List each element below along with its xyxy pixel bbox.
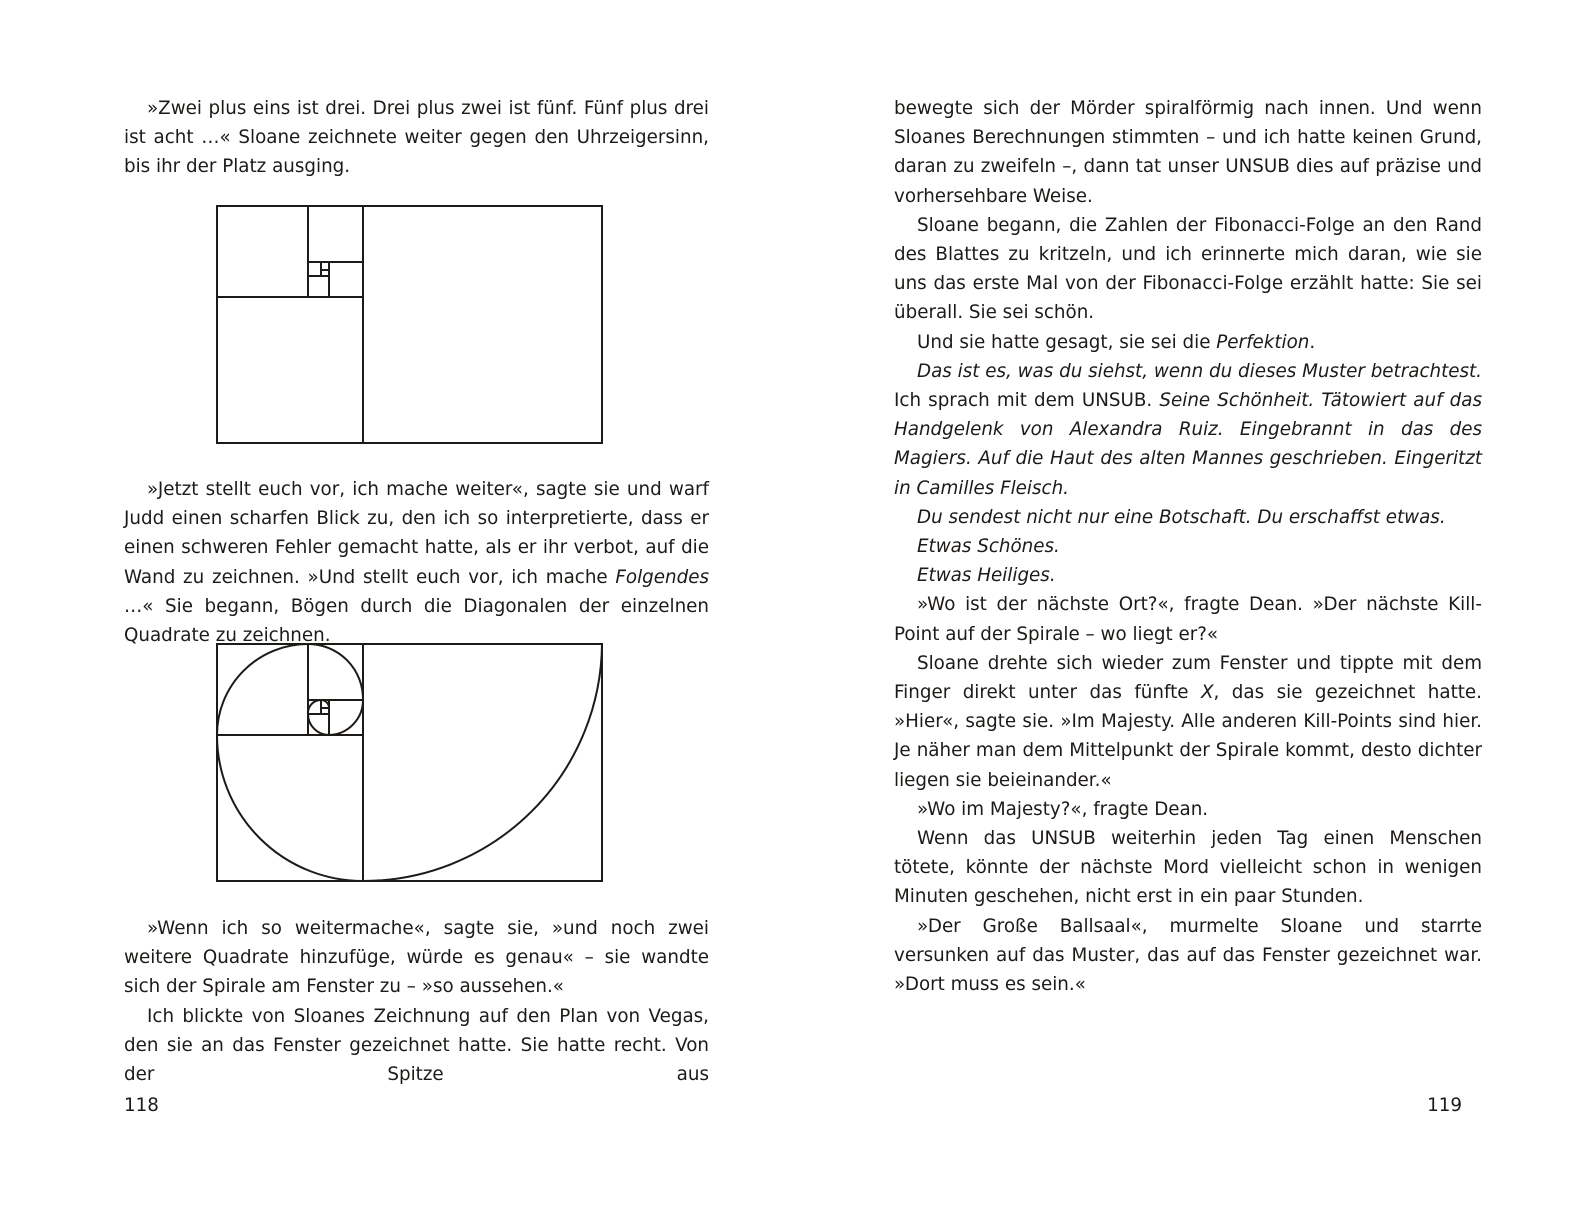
outer-rectangle	[217, 644, 602, 881]
paragraph	[894, 328, 1482, 357]
paragraph-text: .	[1309, 331, 1316, 353]
paragraph: Etwas Heiliges.	[917, 565, 1056, 587]
italic-word: X	[1200, 682, 1214, 704]
paragraph: »Wo im Majesty?«, fragte Dean.	[917, 798, 1209, 820]
fibonacci-spiral-figure	[216, 643, 616, 890]
golden-spiral	[217, 644, 602, 881]
paragraph	[124, 475, 709, 650]
paragraph: »Der Große Ballsaal«, murmelte Sloane und starrte versunken auf das Muster, das auf das Fenster gezeichnet war. »Dort muss es sein.«	[894, 915, 1482, 996]
paragraph: Wenn das UNSUB weiterhin jeden Tag einen Menschen tötete, könnte der nächste Mord vielleicht schon in wenigen Minuten geschehen, nicht erst in ein paar Stunden.	[894, 828, 1482, 908]
paragraph-text: Ich sprach mit dem UNSUB.	[894, 390, 1160, 412]
italic-text: Seine Schönheit. Tätowiert auf das Handgelenk von Alexandra Ruiz. Eingebrannt in das des Magiers. Auf die Haut des alten Mannes geschrieben. Eingeritzt in Camilles Fleisch.	[894, 390, 1482, 499]
paragraph: »Zwei plus eins ist drei. Drei plus zwei ist fünf. Fünf plus drei ist acht …« Sloane zeichnete weiter gegen den Uhrzeigersinn, bis ihr der Platz ausging.	[124, 98, 709, 178]
fibonacci-squares-figure	[216, 205, 616, 452]
paragraph: Sloane begann, die Zahlen der Fibonacci-Folge an den Rand des Blattes zu kritzeln, und ich erinnerte mich daran, wie sie uns das erste Mal von der Fibonacci-Folge erzählt hatte: Sie sei überall. Sie sei schön.	[894, 214, 1482, 324]
paragraph-block-c	[124, 914, 709, 1089]
fibonacci-spiral-svg	[216, 643, 616, 890]
paragraph: Etwas Schönes.	[917, 536, 1060, 558]
paragraph-text: Sloane drehte sich wieder zum Fenster und tippte mit dem Finger direkt unter das fünfte	[894, 652, 1482, 704]
text-column	[894, 94, 1482, 999]
paragraph: Du sendest nicht nur eine Botschaft. Du erschaffst etwas.	[917, 506, 1446, 528]
paragraph-block-a	[124, 94, 709, 182]
italic-text: Das ist es, was du siehst, wenn du dieses Muster betrachtest.	[917, 360, 1482, 382]
paragraph: bewegte sich der Mörder spiralförmig nach innen. Und wenn Sloanes Berechnungen stimmten – und ich hatte keinen Grund, daran zu zweifeln –, dann tat unser UNSUB dies auf präzise und vorhersehbare Weise.	[894, 98, 1482, 207]
paragraph-text: »Jetzt stellt euch vor, ich mache weiter«, sagte sie und warf Judd einen scharfen Blick zu, den ich so interpretierte, dass er einen schweren Fehler gemacht hatte, als er ihr verbot, auf die Wand zu zeichnen. »Und stellt euch vor, ich mache	[124, 479, 709, 588]
paragraph: Ich blickte von Sloanes Zeichnung auf den Plan von Vegas, den sie an das Fenster gezeichnet hatte. Sie hatte recht. Von der Spitze aus	[124, 1005, 709, 1086]
paragraph: »Wo ist der nächste Ort?«, fragte Dean. »Der nächste Kill-Point auf der Spirale – wo liegt er?«	[894, 594, 1482, 645]
paragraph-text: …« Sie begann, Bögen durch die Diagonalen der einzelnen Quadrate zu zeichnen.	[124, 595, 709, 647]
paragraph	[894, 357, 1482, 503]
right-page	[894, 0, 1482, 1217]
paragraph-text: Und sie hatte gesagt, sie sei die	[917, 331, 1217, 353]
italic-word: Folgendes	[615, 566, 709, 588]
paragraph-block-b	[124, 475, 709, 650]
page-number: 118	[124, 1095, 159, 1116]
fibonacci-squares-svg	[216, 205, 616, 452]
paragraph-text: , das sie gezeichnet hatte. »Hier«, sagte sie. »Im Majesty. Alle anderen Kill-Points sind hier. Je näher man dem Mittelpunkt der Spirale kommt, desto dichter liegen sie beieinander.«	[894, 682, 1482, 791]
left-page	[124, 0, 709, 1217]
paragraph: »Wenn ich so weitermache«, sagte sie, »und noch zwei weitere Quadrate hinzufüge, würde es genau« – sie wandte sich der Spirale am Fenster zu – »so aussehen.«	[124, 918, 709, 998]
paragraph	[894, 649, 1482, 795]
outer-rectangle	[217, 206, 602, 443]
page-number: 119	[1427, 1095, 1462, 1116]
italic-word: Perfektion	[1216, 331, 1310, 353]
